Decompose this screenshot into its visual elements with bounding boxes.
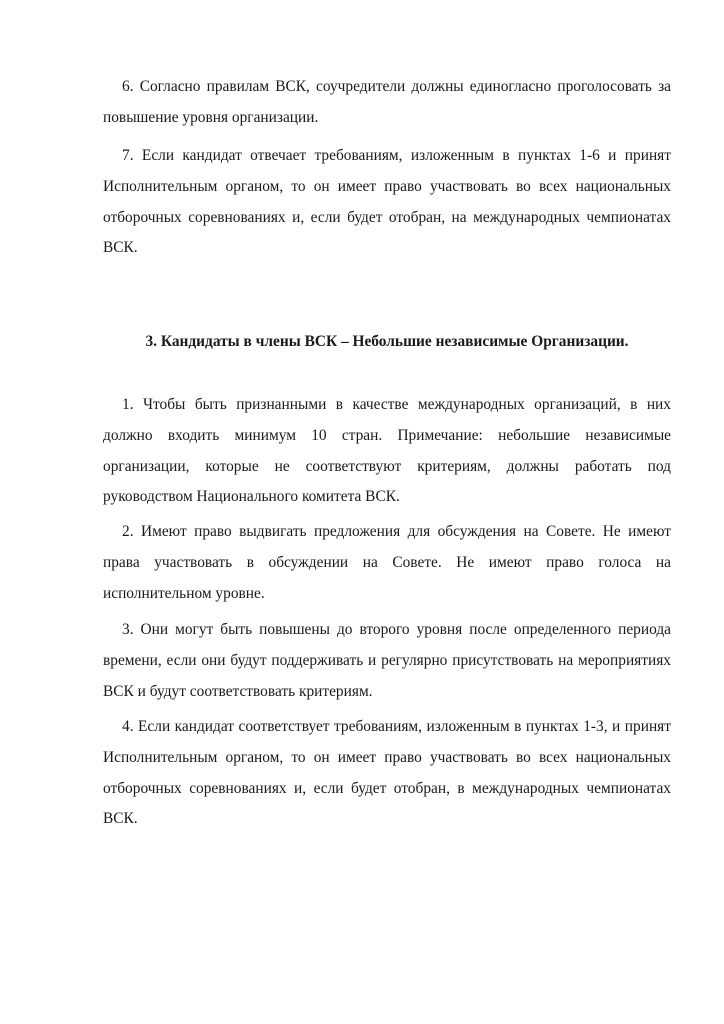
paragraph-section3-item-3: 3. Они могут быть повышены до второго уровня после определенного периода времени, если они будут поддерживать и регулярно присутствовать на мероприятиях ВСК и будут соответствовать критериям.: [103, 621, 671, 700]
paragraph-section3-item-4: 4. Если кандидат соответствует требованиям, изложенным в пунктах 1-3, и принят Исполнительным органом, то он имеет право участвовать во всех национальных отборочных соревнованиях и, если будет отобран, в международных чемпионатах ВСК.: [103, 718, 671, 828]
paragraph-section3-item-2: 2. Имеют право выдвигать предложения для обсуждения на Совете. Не имеют права участвовать в обсуждении на Совете. Не имеют право голоса на исполнительном уровне.: [103, 523, 671, 602]
paragraph-item-6: 6. Согласно правилам ВСК, соучредители должны единогласно проголосовать за повышение уровня организации.: [103, 78, 671, 126]
paragraph-section3-item-1: 1. Чтобы быть признанными в качестве международных организаций, в них должно входить минимум 10 стран. Примечание: небольшие независимые организации, которые не соответствуют критериям, должны работать под руководством Национального комитета ВСК.: [103, 396, 671, 506]
section-heading: 3. Кандидаты в члены ВСК – Небольшие независимые Организации.: [145, 333, 629, 350]
paragraph-item-7: 7. Если кандидат отвечает требованиям, изложенным в пунктах 1-6 и принят Исполнительным органом, то он имеет право участвовать во всех национальных отборочных соревнованиях и, если будет отобран, на международных чемпионатах ВСК.: [103, 147, 671, 257]
